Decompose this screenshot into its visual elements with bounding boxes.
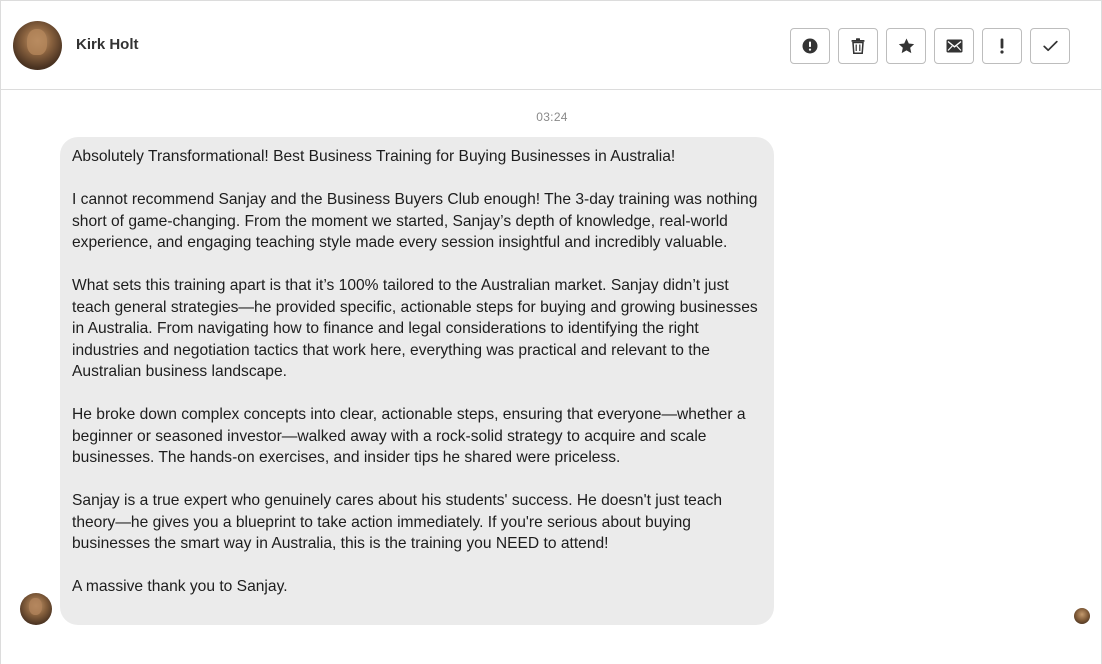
message-bubble bbox=[60, 137, 774, 625]
message-paragraph: A massive thank you to Sanjay. bbox=[72, 578, 288, 595]
message-paragraph: I cannot recommend Sanjay and the Business Buyers Club enough! The 3-day training was nothing short of game-changing. From the moment we started, Sanjay’s depth of knowledge, real-world experience, and engaging teaching style made every session insightful and incredibly valuable. bbox=[72, 191, 758, 251]
sender-avatar[interactable] bbox=[20, 593, 52, 625]
message-timestamp: 03:24 bbox=[536, 110, 568, 124]
important-button[interactable] bbox=[982, 28, 1022, 64]
contact-name[interactable]: Kirk Holt bbox=[76, 36, 139, 53]
alert-circle-icon bbox=[802, 38, 818, 54]
mark-done-button[interactable] bbox=[1030, 28, 1070, 64]
star-button[interactable] bbox=[886, 28, 926, 64]
message-paragraph: He broke down complex concepts into clear, actionable steps, ensuring that everyone—whether a beginner or seasoned investor—walked away with a rock-solid strategy to acquire and scale businesses. The hands-on exercises, and insider tips he shared were priceless. bbox=[72, 406, 746, 466]
conversation-header bbox=[1, 1, 1101, 90]
check-icon bbox=[1043, 40, 1058, 52]
delete-button[interactable] bbox=[838, 28, 878, 64]
read-receipt-avatar bbox=[1074, 608, 1090, 624]
exclamation-icon bbox=[999, 38, 1005, 54]
message-paragraph: What sets this training apart is that it’s 100% tailored to the Australian market. Sanjay didn’t just teach general strategies—he provided specific, actionable steps for buying and growing businesses in Australia. From navigating how to finance and legal considerations to identifying the right industries and negotiation tactics that work here, everything was practical and relevant to the Australian business landscape. bbox=[72, 277, 758, 380]
trash-icon bbox=[851, 38, 865, 54]
report-button[interactable] bbox=[790, 28, 830, 64]
message-paragraph: Sanjay is a true expert who genuinely cares about his students' success. He doesn't just teach theory—he gives you a blueprint to take action immediately. If you're serious about buying businesses the smart way in Australia, this is the training you NEED to attend! bbox=[72, 492, 722, 552]
contact-avatar[interactable] bbox=[13, 21, 62, 70]
message-toolbar bbox=[790, 28, 1070, 64]
envelope-icon bbox=[946, 39, 963, 53]
message-paragraph: Absolutely Transformational! Best Business Training for Buying Businesses in Australia! bbox=[72, 148, 676, 165]
star-icon bbox=[898, 38, 915, 54]
mark-unread-button[interactable] bbox=[934, 28, 974, 64]
